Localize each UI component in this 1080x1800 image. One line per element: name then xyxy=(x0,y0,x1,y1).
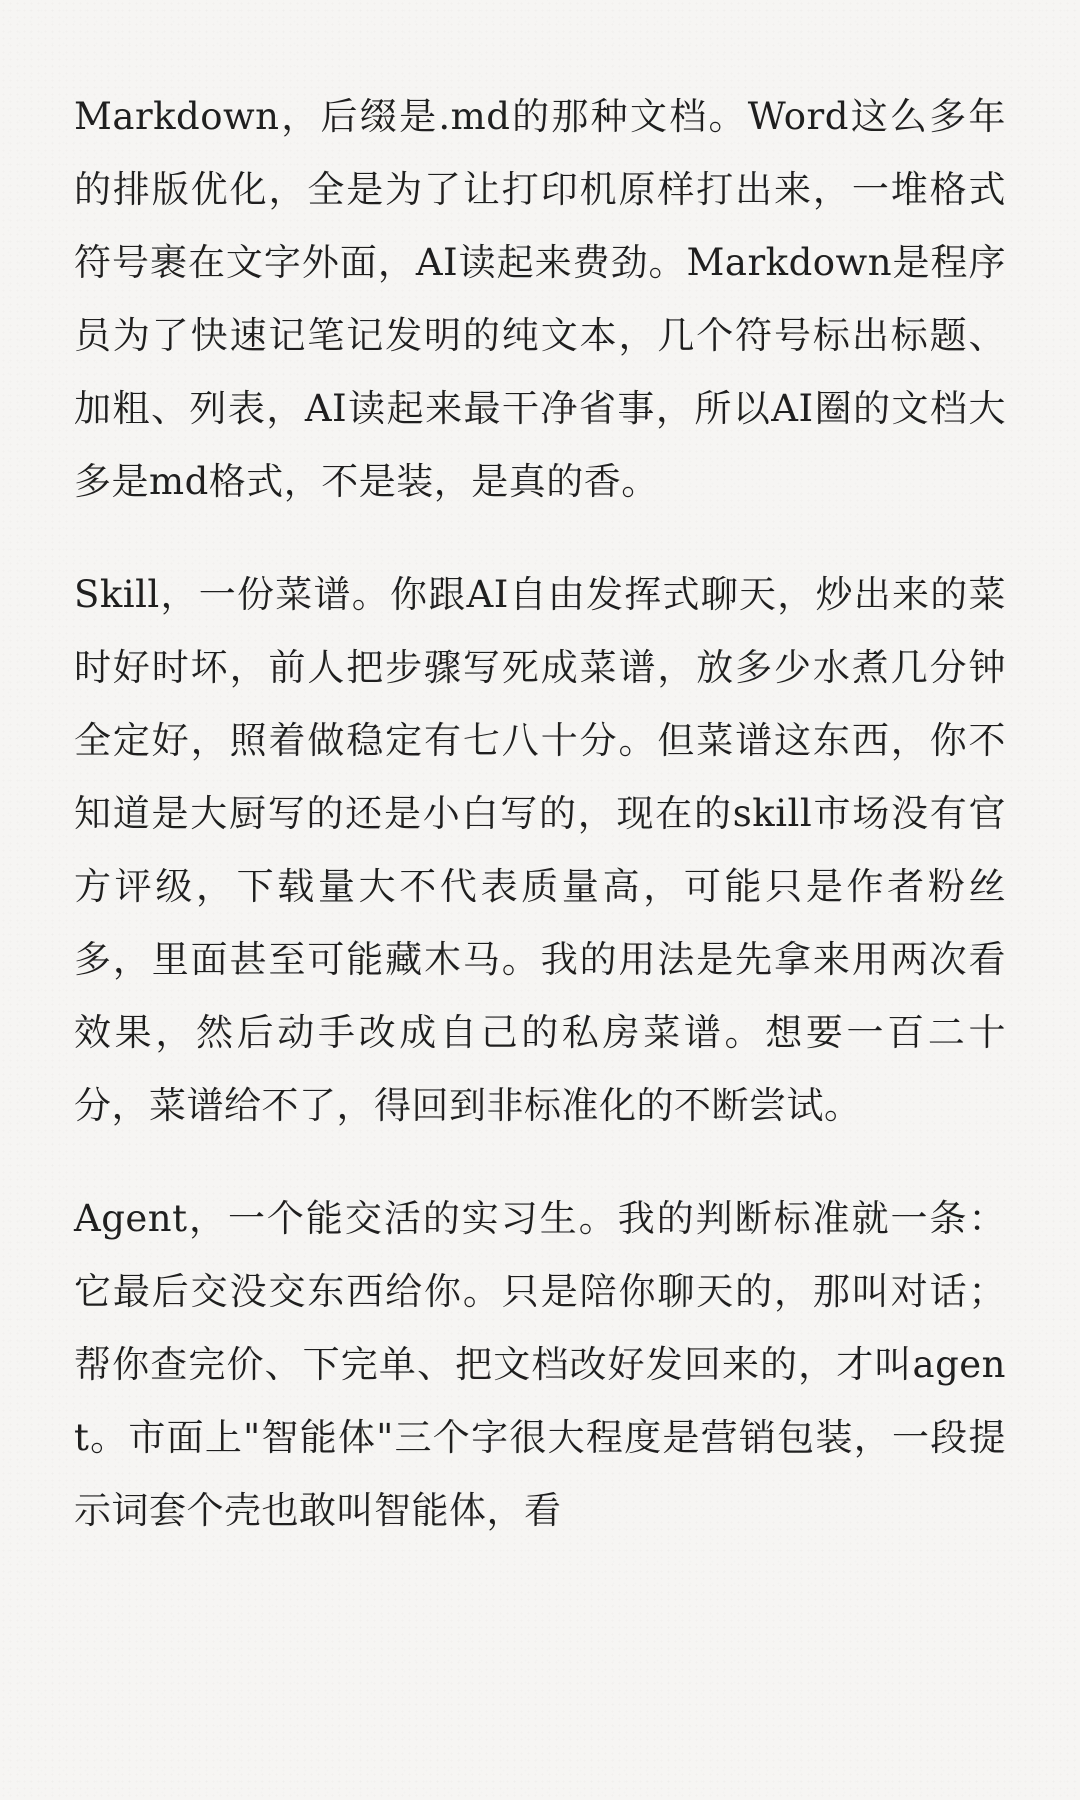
paragraph-markdown: Markdown，后缀是.md的那种文档。Word这么多年的排版优化，全是为了让打印机原样打出来，一堆格式符号裹在文字外面，AI读起来费劲。Markdown是程序员为了快速记笔记发明的纯文本，几个符号标出标题、加粗、列表，AI读起来最干净省事，所以AI圈的文档大多是md格式，不是装，是真的香。 xyxy=(74,95,1006,503)
paragraph-agent: Agent，一个能交活的实习生。我的判断标准就一条：它最后交没交东西给你。只是陪你聊天的，那叫对话；帮你查完价、下完单、把文档改好发回来的，才叫agent。市面上"智能体"三个字很大程度是营销包装，一段提示词套个壳也敢叫智能体，看 xyxy=(74,1197,1006,1532)
paragraph-skill: Skill，一份菜谱。你跟AI自由发挥式聊天，炒出来的菜时好时坏，前人把步骤写死成菜谱，放多少水煮几分钟全定好，照着做稳定有七八十分。但菜谱这东西，你不知道是大厨写的还是小白写的，现在的skill市场没有官方评级，下载量大不代表质量高，可能只是作者粉丝多，里面甚至可能藏木马。我的用法是先拿来用两次看效果，然后动手改成自己的私房菜谱。想要一百二十分，菜谱给不了，得回到非标准化的不断尝试。 xyxy=(74,573,1006,1127)
